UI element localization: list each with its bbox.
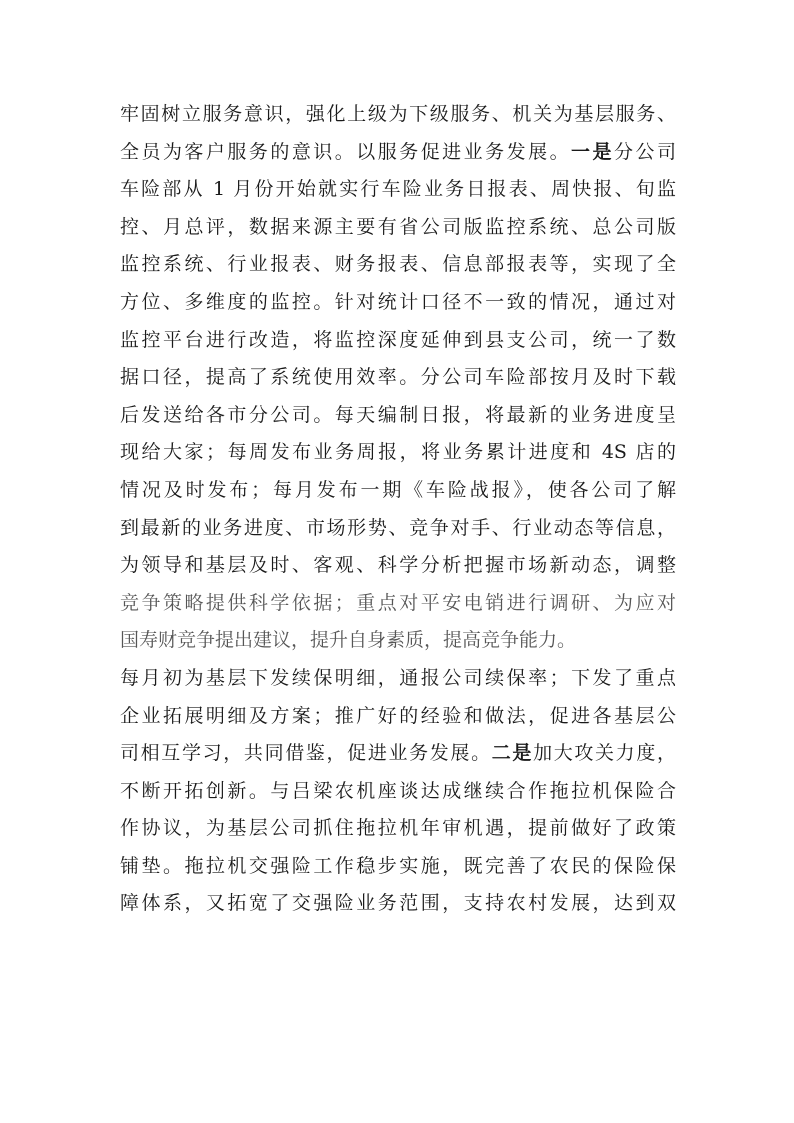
text-line [120,134,676,172]
text-line: 为领导和基层及时、客观、科学分析把握市场新动态，调整 [120,554,676,577]
text-line: 方位、多维度的监控。针对统计口径不一致的情况，通过对 [120,290,676,313]
emphasis-second: 二是 [491,742,534,765]
text-line: 作协议，为基层公司抓住拖拉机年审机遇，提前做好了政策 [120,817,676,840]
text-segment: 加大攻关力度， [533,742,676,765]
text-segment: 司相互学习，共同借鉴，促进业务发展。 [120,742,492,765]
text-line: 监控平台进行改造，将监控深度延伸到县支公司，统一了数 [120,328,676,351]
text-line: 不断开拓创新。与吕梁农机座谈达成继续合作拖拉机保险合 [120,779,676,802]
text-line: 后发送给各市分公司。每天编制日报，将最新的业务进度呈 [120,403,676,426]
text-line: 每月初为基层下发续保明细，通报公司续保率；下发了重点 [120,666,676,689]
text-line: 情况及时发布；每月发布一期《车险战报》，使各公司了解 [120,478,676,501]
text-line: 到最新的业务进度、市场形势、竞争对手、行业动态等信息， [120,516,676,539]
text-line: 障体系，又拓宽了交强险业务范围，支持农村发展，达到双 [120,892,676,915]
text-line: 铺垫。拖拉机交强险工作稳步实施，既完善了农民的保险保 [120,854,676,877]
text-line: 竞争策略提供科学依据；重点对平安电销进行调研、为应对 [120,591,676,614]
emphasis-first: 一是 [571,140,615,163]
text-line: 企业拓展明细及方案；推广好的经验和做法，促进各基层公 [120,704,676,727]
text-line: 牢固树立服务意识，强化上级为下级服务、机关为基层服务、 [120,103,676,125]
text-segment: 分公司 [614,140,676,163]
text-segment: 全员为客户服务的意识。以服务促进业务发展。 [120,140,572,163]
body-text [120,96,676,923]
text-line: 据口径，提高了系统使用效率。分公司车险部按月及时下载 [120,366,676,389]
text-line [120,735,676,773]
text-line: 现给大家；每周发布业务周报，将业务累计进度和 4S 店的 [120,441,676,464]
text-line: 控、月总评，数据来源主要有省公司版监控系统、总公司版 [120,215,676,238]
text-line: 车险部从 1 月份开始就实行车险业务日报表、周快报、旬监 [120,178,676,201]
text-line: 国寿财竞争提出建议，提升自身素质，提高竞争能力。 [120,629,577,652]
text-line: 监控系统、行业报表、财务报表、信息部报表等，实现了全 [120,253,676,276]
